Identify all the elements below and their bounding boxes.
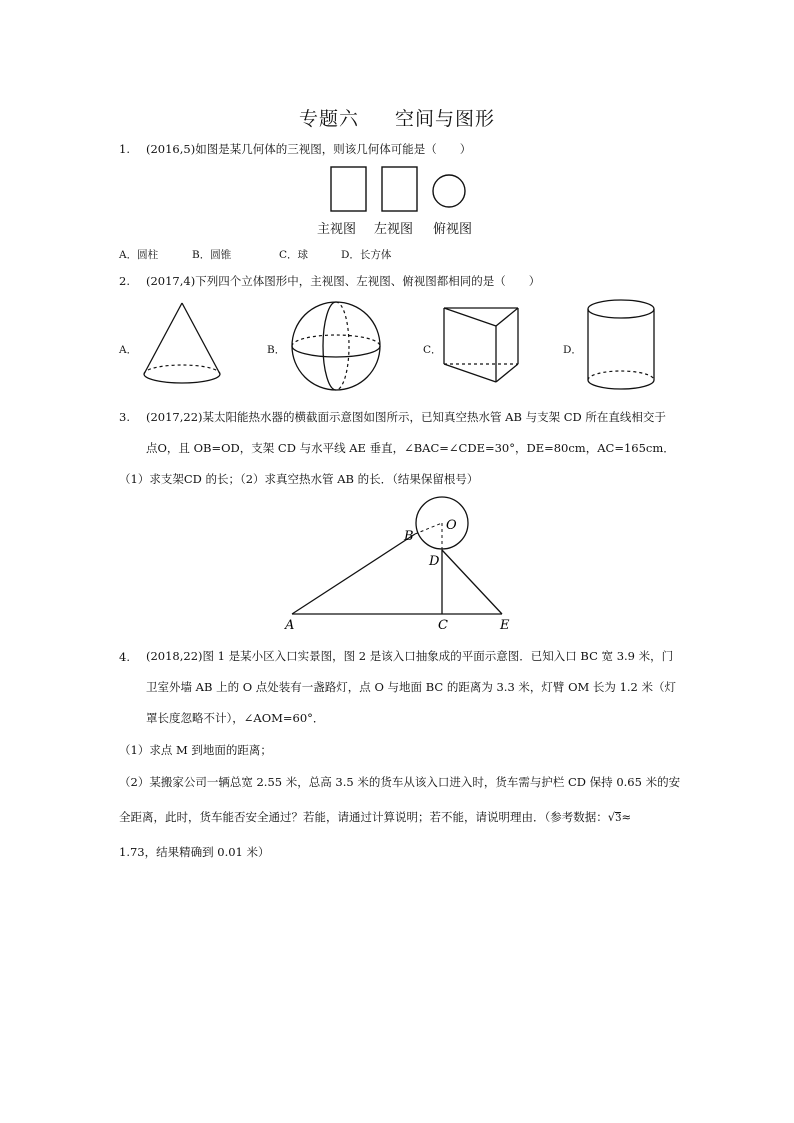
cone-figure (138, 300, 228, 392)
q4-sub2: （2）某搬家公司一辆总宽 2.55 米，总高 3.5 米的货车从该入口进入时，货车需与护栏 CD 保持 0.65 米的安 (119, 775, 681, 789)
q2-number: 2. (119, 274, 130, 288)
cylinder-figure (584, 298, 660, 394)
q4-line1: (2018,22)图 1 是某小区入口实景图，图 2 是该入口抽象成的平面示意图．已知入口 BC 宽 3.9 米，门 (146, 649, 674, 663)
q4-number: 4. (119, 650, 130, 664)
q1-text: (2016,5)如图是某几何体的三视图，则该几何体可能是（ ） (146, 142, 472, 156)
q4-sub2b (119, 809, 631, 825)
q3-water-heater-figure (280, 494, 520, 634)
top-view-label: 俯视图 (433, 222, 473, 237)
top-view-circle (433, 175, 465, 207)
q2-option-a-letter: A． (119, 344, 138, 356)
title-part1: 专题六 (298, 108, 359, 130)
q2-text: (2017,4)下列四个立体图形中，主视图、左视图、俯视图都相同的是（ ） (146, 274, 541, 288)
q3-line2: 点O，且 OB=OD，支架 CD 与水平线 AE 垂直，∠BAC=∠CDE=30°，DE=80cm，AC=165cm． (146, 441, 675, 455)
q2-option-b-letter: B． (267, 344, 286, 356)
label-d: D (429, 554, 440, 569)
title-part2: 空间与图形 (395, 108, 496, 130)
sqrt-arg: 3 (615, 813, 622, 824)
label-b: B (404, 529, 414, 544)
label-e: E (500, 618, 510, 633)
label-a: A (285, 618, 295, 633)
q4-sub1: （1）求点 M 到地面的距离； (119, 743, 272, 757)
page-title (0, 104, 794, 131)
sqrt-sign: √ (607, 810, 616, 824)
q1-option-b: B．圆锥 (192, 249, 232, 261)
q3-line1: (2017,22)某太阳能热水器的横截面示意图如图所示，已知真空热水管 AB 与支架 CD 所在直线相交于 (146, 410, 666, 424)
q2-option-c-letter: C． (423, 344, 442, 356)
q1-option-c: C．球 (279, 249, 309, 261)
side-view-label: 左视图 (374, 222, 414, 237)
triangular-prism-figure (440, 300, 530, 392)
label-c: C (438, 618, 448, 633)
q1-option-a: A．圆柱 (119, 249, 159, 261)
q4-sub2b-text: 全距离，此时，货车能否安全通过？若能，请通过计算说明；若不能，请说明理由．（参考数据： (119, 810, 608, 824)
front-view-label: 主视图 (317, 222, 357, 237)
q1-number: 1. (119, 142, 130, 156)
q4-line2: 卫室外墙 AB 上的 O 点处装有一盏路灯，点 O 与地面 BC 的距离为 3.3 米，灯臂 OM 长为 1.2 米（灯 (146, 680, 677, 694)
q3-number: 3. (119, 410, 130, 424)
q4-line3: 罩长度忽略不计），∠AOM=60°． (146, 711, 325, 725)
label-o: O (446, 518, 457, 533)
q4-sub2c: 1.73，结果精确到 0.01 米） (119, 845, 270, 859)
q3-line3: （1）求支架CD 的长；（2）求真空热水管 AB 的长．（结果保留根号） (119, 472, 479, 486)
q2-option-d-letter: D． (563, 344, 582, 356)
side-view-rect (382, 167, 417, 211)
sphere-figure (286, 300, 386, 392)
approx-sign: ≈ (621, 810, 632, 824)
front-view-rect (331, 167, 366, 211)
q1-option-d: D．长方体 (341, 249, 392, 261)
